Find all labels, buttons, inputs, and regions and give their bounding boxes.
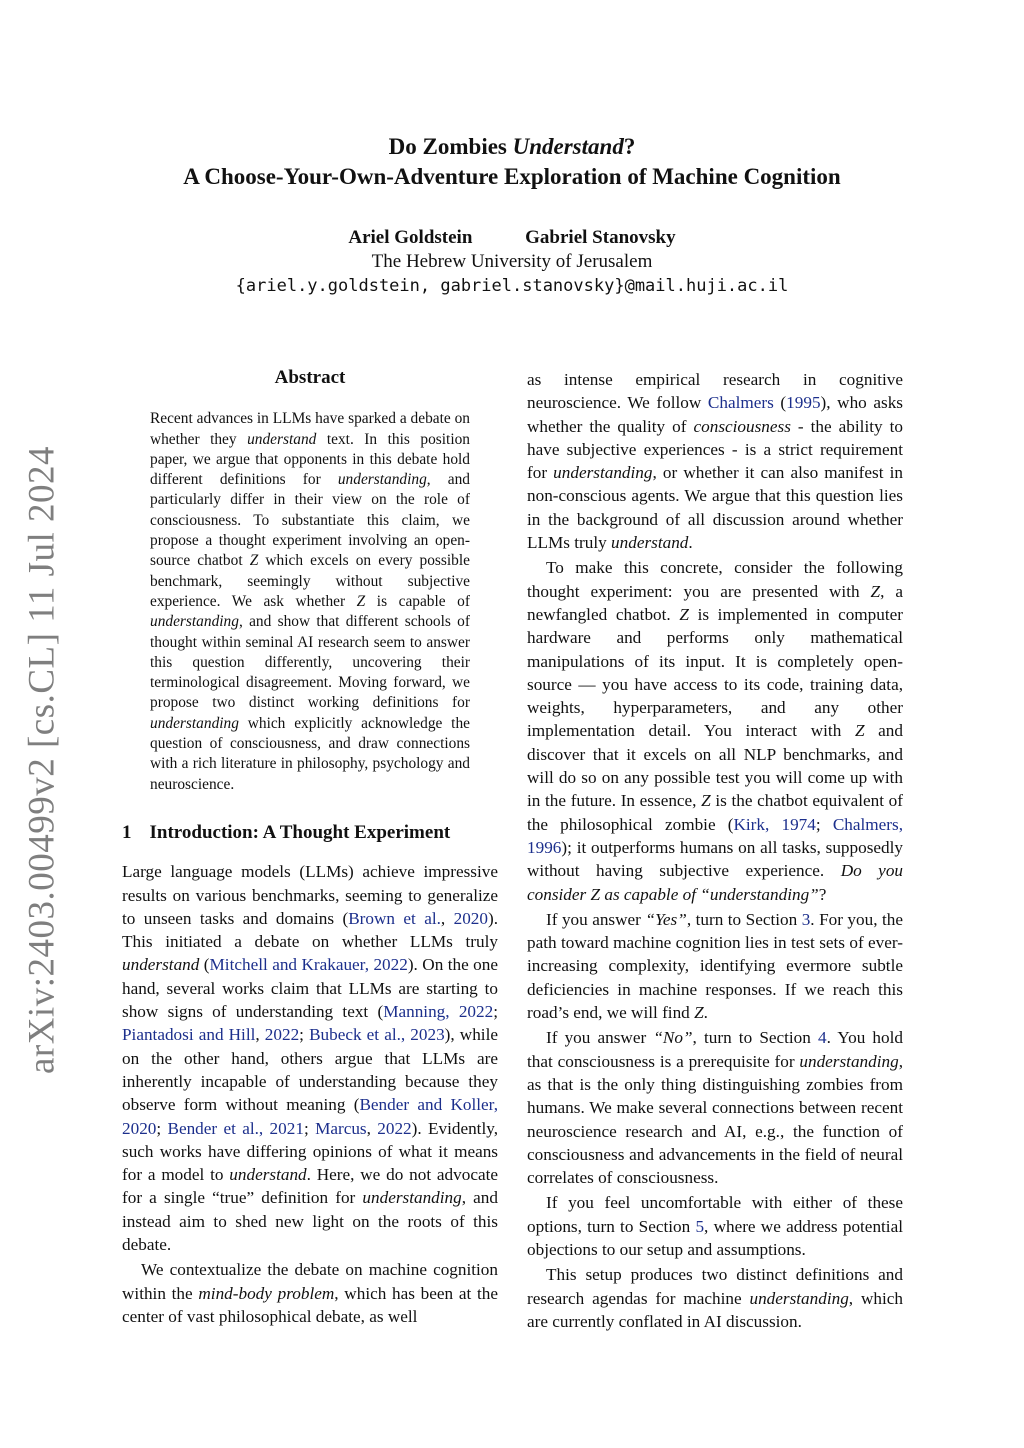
abstract-heading: Abstract: [274, 367, 346, 388]
citation-link[interactable]: 1995: [786, 393, 821, 413]
section-link[interactable]: 4: [818, 1028, 827, 1048]
section-heading: 1 Introduction: A Thought Experiment: [122, 821, 451, 843]
citation-link[interactable]: 2022: [264, 1025, 300, 1045]
body-paragraph: If you feel uncomfortable with either of these options, turn to Section 5, where we address potential objections to our setup and assumptions.: [527, 1193, 903, 1259]
citation-link[interactable]: Bender and Koller, 2020: [122, 1095, 498, 1138]
author-name: Ariel Goldstein: [348, 227, 473, 248]
arxiv-identifier: arXiv:2403.00499v2 [cs.CL] 11 Jul 2024: [21, 445, 63, 1075]
author-name: Gabriel Stanovsky: [525, 227, 676, 248]
citation-link[interactable]: Brown et al.: [348, 908, 441, 928]
body-paragraph: To make this concrete, consider the following thought experiment: you are presented with Z, a newfangled chatbot. Z is implemented in computer hardware and performs only mathematical manipulations of its input. It is completely open-source — you have access to its code, training data, weights, hyperparameters, and any other implementation detail. You interact with Z and discover that it excels on all NLP benchmarks, and will do so on any possible test you will come up with in the future. In essence, Z is the chatbot equivalent of the philosophical zombie (Kirk, 1974; Chalmers, 1996); it outperforms humans on all tasks, supposedly without having subjective experience. Do you consider Z as capable of “understanding”?: [527, 558, 904, 904]
citation-link[interactable]: Chalmers: [707, 393, 774, 413]
citation-link[interactable]: Chalmers, 1996: [527, 814, 903, 857]
author-block: [0, 226, 1024, 298]
intro-paragraph: Large language models (LLMs) achieve impressive results on various benchmarks, seeming to generalize to unseen tasks and domains (Brown et al., 2020). This initiated a debate on whether LLMs truly understand (Mitchell and Krakauer, 2022). On the one hand, several works claim that LLMs are starting to show signs of understanding text (Manning, 2022; Piantadosi and Hill, 2022; Bubeck et al., 2023), while on the other hand, others argue that LLMs are inherently incapable of understanding because they observe form without meaning (Bender and Koller, 2020; Bender et al., 2021; Marcus, 2022). Evidently, such works have differing opinions of what it means for a model to understand. Here, we do not advocate for a single “true” definition for understanding, and instead aim to shed new light on the roots of this debate.: [122, 862, 499, 1254]
abstract-text: Recent advances in LLMs have sparked a debate on whether they understand text. In this position paper, we argue that opponents in this debate hold different definitions for understanding, and particularly differ in their view on the role of consciousness. To substantiate this claim, we propose a thought experiment involving an open-source chatbot Z which excels on every possible benchmark, seemingly without subjective experience. We ask whether Z is capable of understanding, and show that different schools of thought within seminal AI research seem to answer this question differently, uncovering their terminological disagreement. Moving forward, we propose two distinct working definitions for understanding which explicitly acknowledge the question of consciousness, and draw connections with a rich literature in philosophy, psychology and neuroscience.: [150, 410, 470, 793]
body-paragraph: If you answer “No”, turn to Section 4. You hold that consciousness is a prerequisite for understanding, as that is the only thing distinguishing zombies from humans. We make several connections between recent neuroscience research and AI, e.g., the function of consciousness and advancements in the field of neural correlates of consciousness.: [527, 1028, 903, 1188]
citation-link[interactable]: Bubeck et al., 2023: [309, 1025, 445, 1045]
body-paragraph: This setup produces two distinct definitions and research agendas for machine understanding, which are currently conflated in AI discussion.: [527, 1265, 904, 1331]
citation-link[interactable]: Bender et al., 2021: [167, 1118, 304, 1138]
citation-link[interactable]: Kirk, 1974: [733, 814, 816, 834]
citation-link[interactable]: Manning, 2022: [383, 1002, 494, 1022]
citation-link[interactable]: 2022: [377, 1118, 412, 1138]
author-email: {ariel.y.goldstein, gabriel.stanovsky}@mail.huji.ac.il: [235, 276, 789, 296]
paper-title: Do Zombies Understand? A Choose-Your-Own-Adventure Exploration of Machine Cognition: [183, 134, 841, 189]
left-column: [122, 366, 498, 1328]
section-link[interactable]: 3: [801, 909, 811, 929]
body-paragraph: as intense empirical research in cognitive neuroscience. We follow Chalmers (1995), who asks whether the quality of consciousness - the ability to have subjective experiences - is a strict requirement for understanding, or whether it can also manifest in non-conscious agents. We argue that this question lies in the background of all discussion around whether LLMs truly understand.: [527, 370, 903, 553]
right-column: [527, 368, 903, 1333]
intro-paragraph: We contextualize the debate on machine cognition within the mind-body problem, which has been at the center of vast philosophical debate, as well: [122, 1260, 498, 1326]
citation-link[interactable]: 2020: [453, 908, 488, 928]
body-paragraph: If you answer “Yes”, turn to Section 3. For you, the path toward machine cognition lies in test sets of ever-increasing complexity, identifying evermore subtle deficiencies in machine responses. If we reach this road’s end, we will find Z.: [527, 909, 904, 1023]
affiliation: The Hebrew University of Jerusalem: [371, 251, 653, 272]
citation-link[interactable]: Mitchell and Krakauer, 2022: [209, 955, 408, 975]
citation-link[interactable]: Marcus: [315, 1118, 367, 1138]
citation-link[interactable]: Piantadosi and Hill: [122, 1025, 256, 1045]
section-link[interactable]: 5: [695, 1216, 705, 1236]
